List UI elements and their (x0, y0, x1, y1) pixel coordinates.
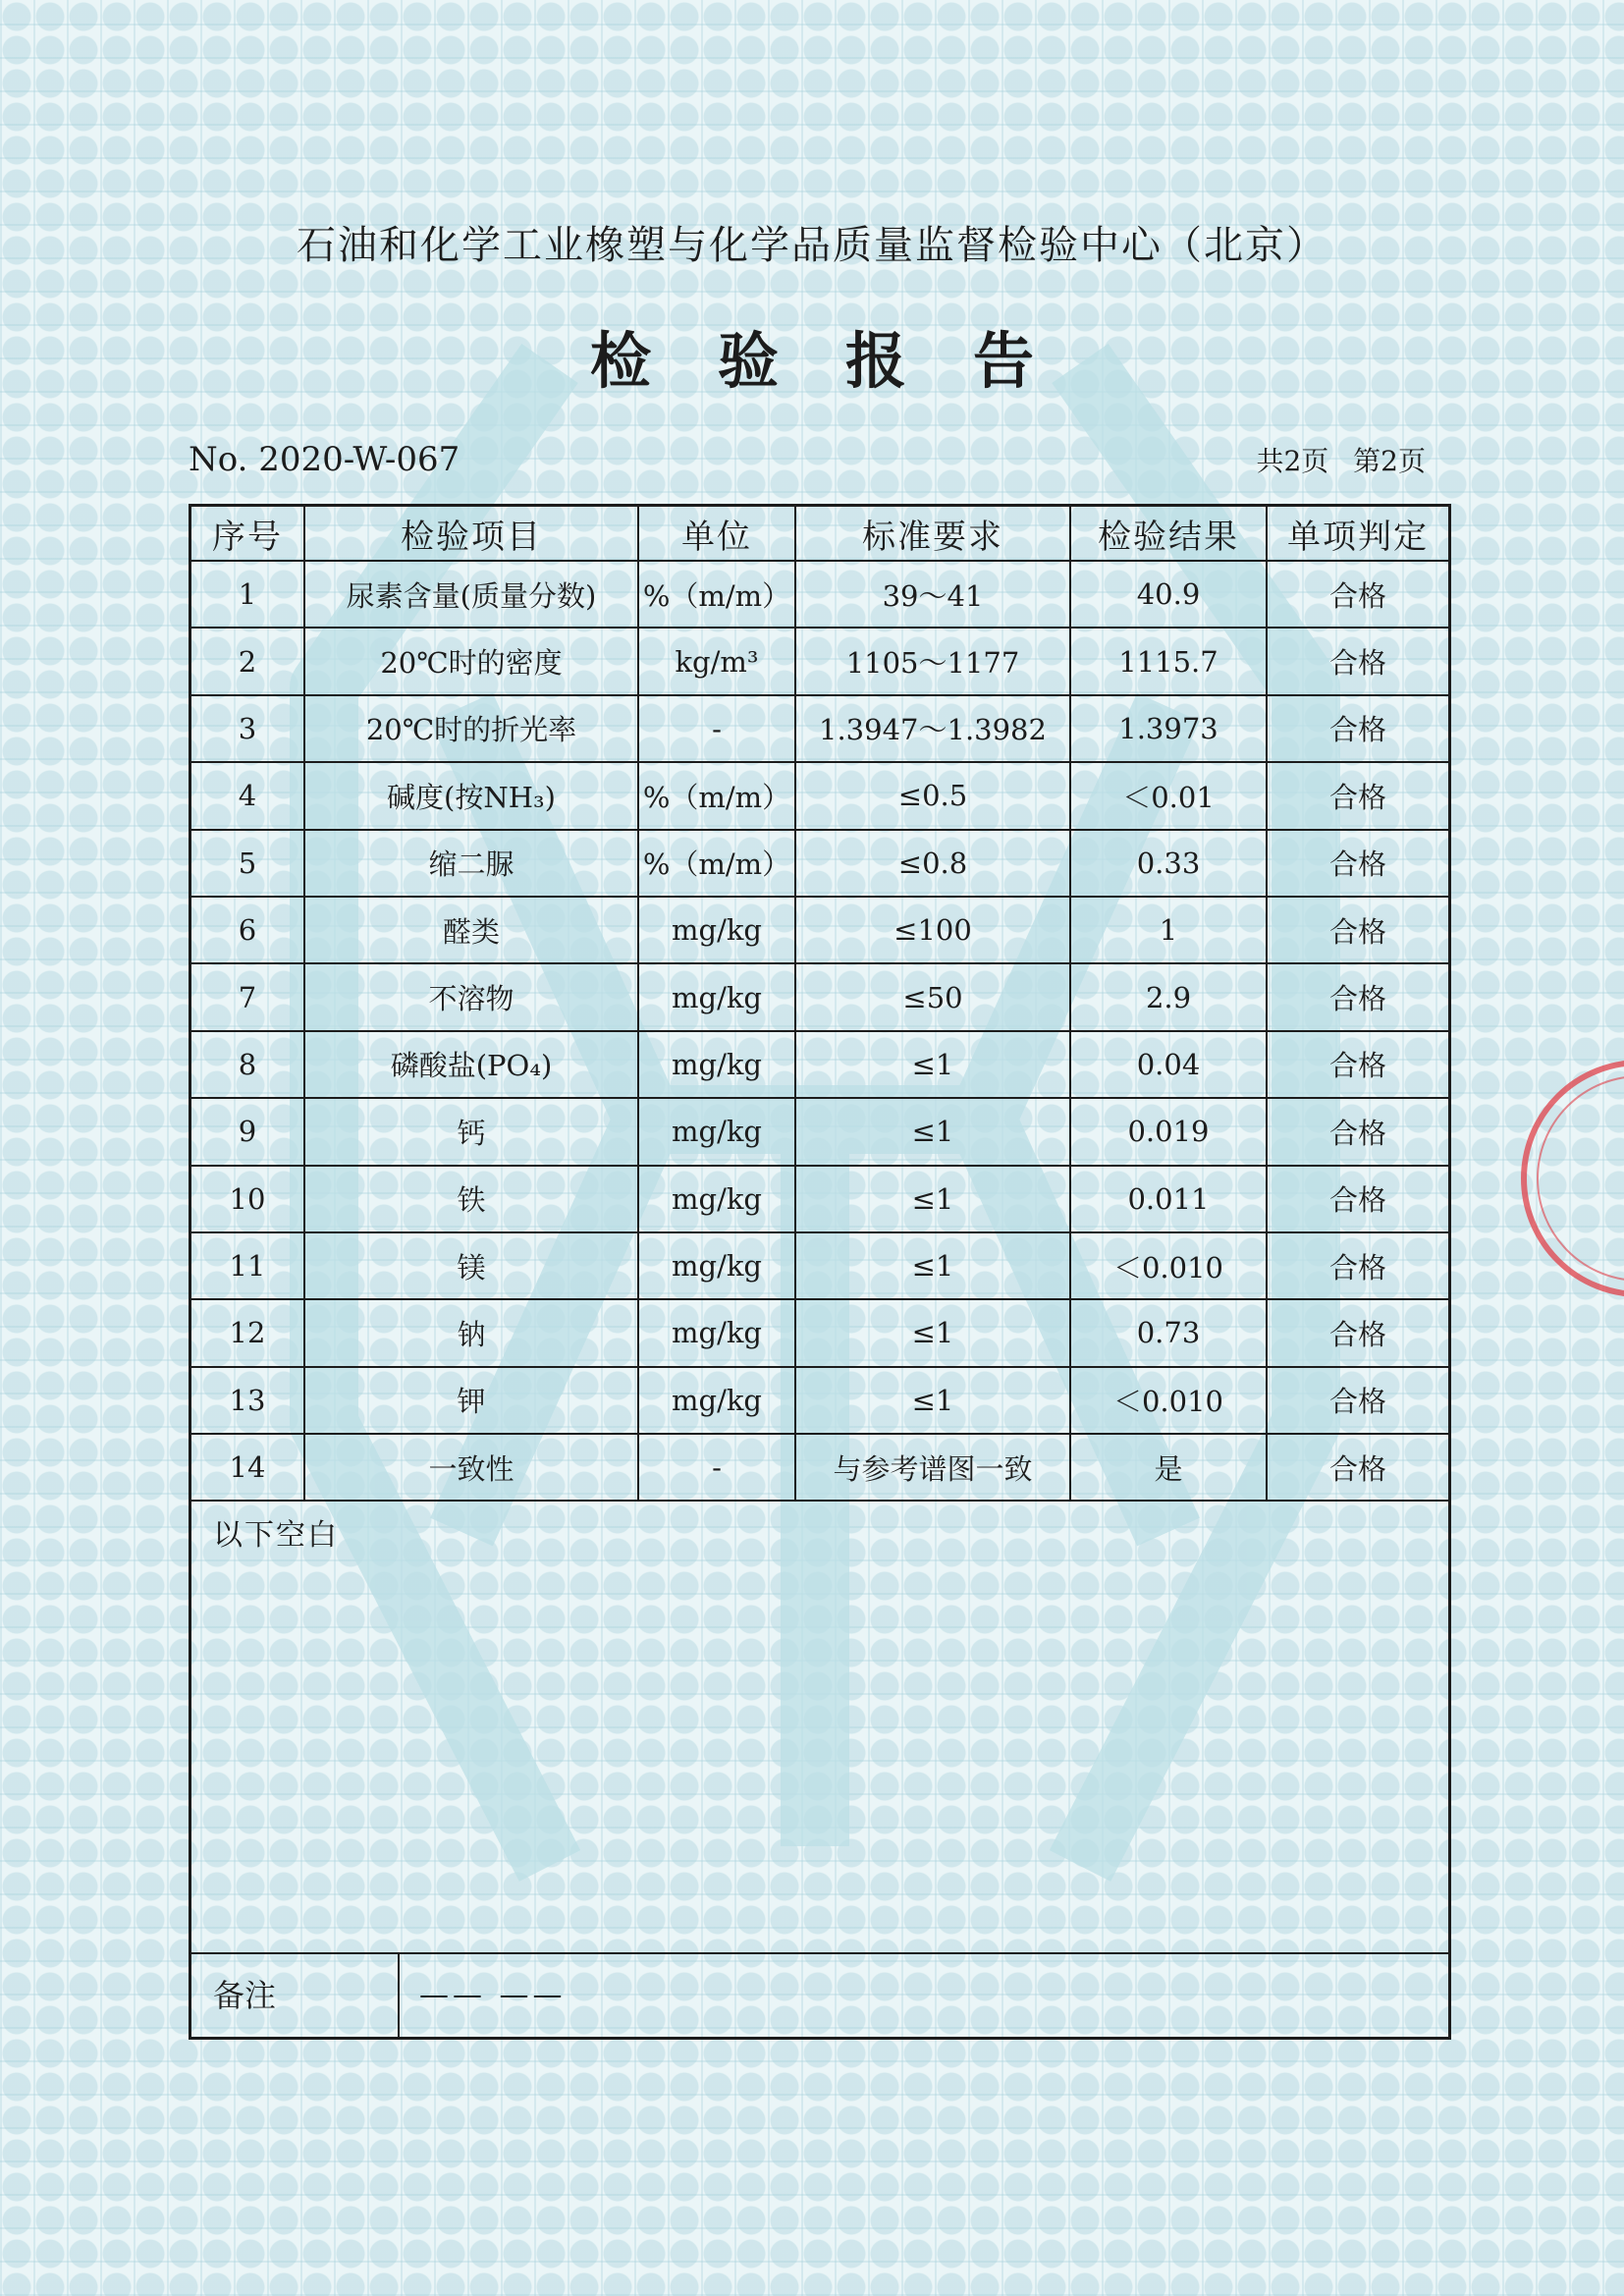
item-judgment-cell: 合格 (1267, 1031, 1448, 1098)
standard-requirement-cell: 与参考谱图一致 (795, 1434, 1070, 1501)
test-item-cell: 20℃时的密度 (304, 628, 638, 694)
standard-requirement-cell: 1.3947～1.3982 (795, 695, 1070, 762)
standard-requirement-cell: ≤0.8 (795, 830, 1070, 897)
row-number-cell: 5 (191, 830, 304, 897)
table-row (191, 897, 1448, 963)
item-judgment-cell: 合格 (1267, 1232, 1448, 1299)
row-number-cell: 2 (191, 628, 304, 694)
test-item-cell: 缩二脲 (304, 830, 638, 897)
table-row (191, 1031, 1448, 1098)
row-number-cell: 10 (191, 1166, 304, 1232)
test-item-cell: 醛类 (304, 897, 638, 963)
test-item-cell: 钠 (304, 1299, 638, 1366)
test-result-cell: ＜0.010 (1070, 1232, 1267, 1299)
test-item-cell: 钾 (304, 1367, 638, 1434)
table-row (191, 830, 1448, 897)
column-header: 检验结果 (1070, 507, 1267, 561)
row-number-cell: 9 (191, 1098, 304, 1165)
test-item-cell: 钙 (304, 1098, 638, 1165)
standard-requirement-cell: ≤1 (795, 1031, 1070, 1098)
test-item-cell: 20℃时的折光率 (304, 695, 638, 762)
standard-requirement-cell: ≤1 (795, 1098, 1070, 1165)
test-result-cell: 2.9 (1070, 963, 1267, 1030)
table-row (191, 1299, 1448, 1366)
item-judgment-cell: 合格 (1267, 1166, 1448, 1232)
unit-cell: %（m/m） (638, 830, 795, 897)
item-judgment-cell: 合格 (1267, 695, 1448, 762)
table-row (191, 561, 1448, 628)
table-body (191, 561, 1448, 1501)
total-pages: 共2页 (1256, 445, 1329, 477)
unit-cell: - (638, 695, 795, 762)
row-number-cell: 7 (191, 963, 304, 1030)
row-number-cell: 14 (191, 1434, 304, 1501)
test-result-cell: 1.3973 (1070, 695, 1267, 762)
report-number: No. 2020-W-067 (189, 440, 460, 479)
test-item-cell: 磷酸盐(PO₄) (304, 1031, 638, 1098)
table-row (191, 1098, 1448, 1165)
standard-requirement-cell: ≤1 (795, 1232, 1070, 1299)
row-number-cell: 11 (191, 1232, 304, 1299)
item-judgment-cell: 合格 (1267, 1299, 1448, 1366)
unit-cell: mg/kg (638, 1232, 795, 1299)
unit-cell: %（m/m） (638, 561, 795, 628)
remarks-row (191, 1952, 1448, 2037)
standard-requirement-cell: ≤50 (795, 963, 1070, 1030)
current-page: 第2页 (1353, 445, 1426, 477)
unit-cell: mg/kg (638, 1166, 795, 1232)
unit-cell: mg/kg (638, 897, 795, 963)
table-row (191, 1434, 1448, 1501)
standard-requirement-cell: ≤1 (795, 1166, 1070, 1232)
table-row (191, 762, 1448, 829)
row-number-cell: 8 (191, 1031, 304, 1098)
standard-requirement-cell: ≤0.5 (795, 762, 1070, 829)
unit-cell: %（m/m） (638, 762, 795, 829)
item-judgment-cell: 合格 (1267, 897, 1448, 963)
report-title: 检验报告 (589, 325, 1101, 397)
test-result-cell: 1 (1070, 897, 1267, 963)
test-result-cell: ＜0.010 (1070, 1367, 1267, 1434)
blank-below-note: 以下空白 (213, 1518, 339, 1553)
item-judgment-cell: 合格 (1267, 561, 1448, 628)
test-result-cell: 1115.7 (1070, 628, 1267, 694)
standard-requirement-cell: ≤1 (795, 1367, 1070, 1434)
remarks-label: 备注 (191, 1954, 400, 2037)
row-number-cell: 3 (191, 695, 304, 762)
results-table (191, 507, 1448, 1502)
test-result-cell: 0.73 (1070, 1299, 1267, 1366)
test-result-cell: 0.011 (1070, 1166, 1267, 1232)
test-result-cell: 40.9 (1070, 561, 1267, 628)
table-row (191, 1232, 1448, 1299)
row-number-cell: 12 (191, 1299, 304, 1366)
row-number-cell: 1 (191, 561, 304, 628)
column-header: 标准要求 (795, 507, 1070, 561)
test-result-cell: 0.04 (1070, 1031, 1267, 1098)
column-header: 单位 (638, 507, 795, 561)
unit-cell: - (638, 1434, 795, 1501)
test-item-cell: 铁 (304, 1166, 638, 1232)
unit-cell: kg/m³ (638, 628, 795, 694)
test-item-cell: 一致性 (304, 1434, 638, 1501)
table-row (191, 695, 1448, 762)
unit-cell: mg/kg (638, 1367, 795, 1434)
unit-cell: mg/kg (638, 1299, 795, 1366)
test-result-cell: ＜0.01 (1070, 762, 1267, 829)
row-number-cell: 6 (191, 897, 304, 963)
page-info (1240, 440, 1426, 479)
column-header: 序号 (191, 507, 304, 561)
column-header: 单项判定 (1267, 507, 1448, 561)
item-judgment-cell: 合格 (1267, 762, 1448, 829)
test-result-cell: 0.33 (1070, 830, 1267, 897)
remarks-value: —— —— (419, 1978, 567, 2012)
test-item-cell: 碱度(按NH₃) (304, 762, 638, 829)
item-judgment-cell: 合格 (1267, 963, 1448, 1030)
table-header-row (191, 507, 1448, 561)
standard-requirement-cell: 39～41 (795, 561, 1070, 628)
item-judgment-cell: 合格 (1267, 1098, 1448, 1165)
test-result-cell: 0.019 (1070, 1098, 1267, 1165)
red-seal-stamp (1492, 1051, 1624, 1306)
row-number-cell: 4 (191, 762, 304, 829)
table-row (191, 628, 1448, 694)
test-item-cell: 尿素含量(质量分数) (304, 561, 638, 628)
unit-cell: mg/kg (638, 1031, 795, 1098)
item-judgment-cell: 合格 (1267, 1434, 1448, 1501)
row-number-cell: 13 (191, 1367, 304, 1434)
test-item-cell: 镁 (304, 1232, 638, 1299)
table-row (191, 963, 1448, 1030)
standard-requirement-cell: ≤100 (795, 897, 1070, 963)
column-header: 检验项目 (304, 507, 638, 561)
table-row (191, 1166, 1448, 1232)
standard-requirement-cell: 1105～1177 (795, 628, 1070, 694)
standard-requirement-cell: ≤1 (795, 1299, 1070, 1366)
item-judgment-cell: 合格 (1267, 1367, 1448, 1434)
test-result-cell: 是 (1070, 1434, 1267, 1501)
table-row (191, 1367, 1448, 1434)
organization-name: 石油和化学工业橡塑与化学品质量监督检验中心（北京） (297, 223, 1327, 268)
item-judgment-cell: 合格 (1267, 628, 1448, 694)
test-item-cell: 不溶物 (304, 963, 638, 1030)
report-frame (189, 504, 1451, 2040)
unit-cell: mg/kg (638, 1098, 795, 1165)
unit-cell: mg/kg (638, 963, 795, 1030)
item-judgment-cell: 合格 (1267, 830, 1448, 897)
